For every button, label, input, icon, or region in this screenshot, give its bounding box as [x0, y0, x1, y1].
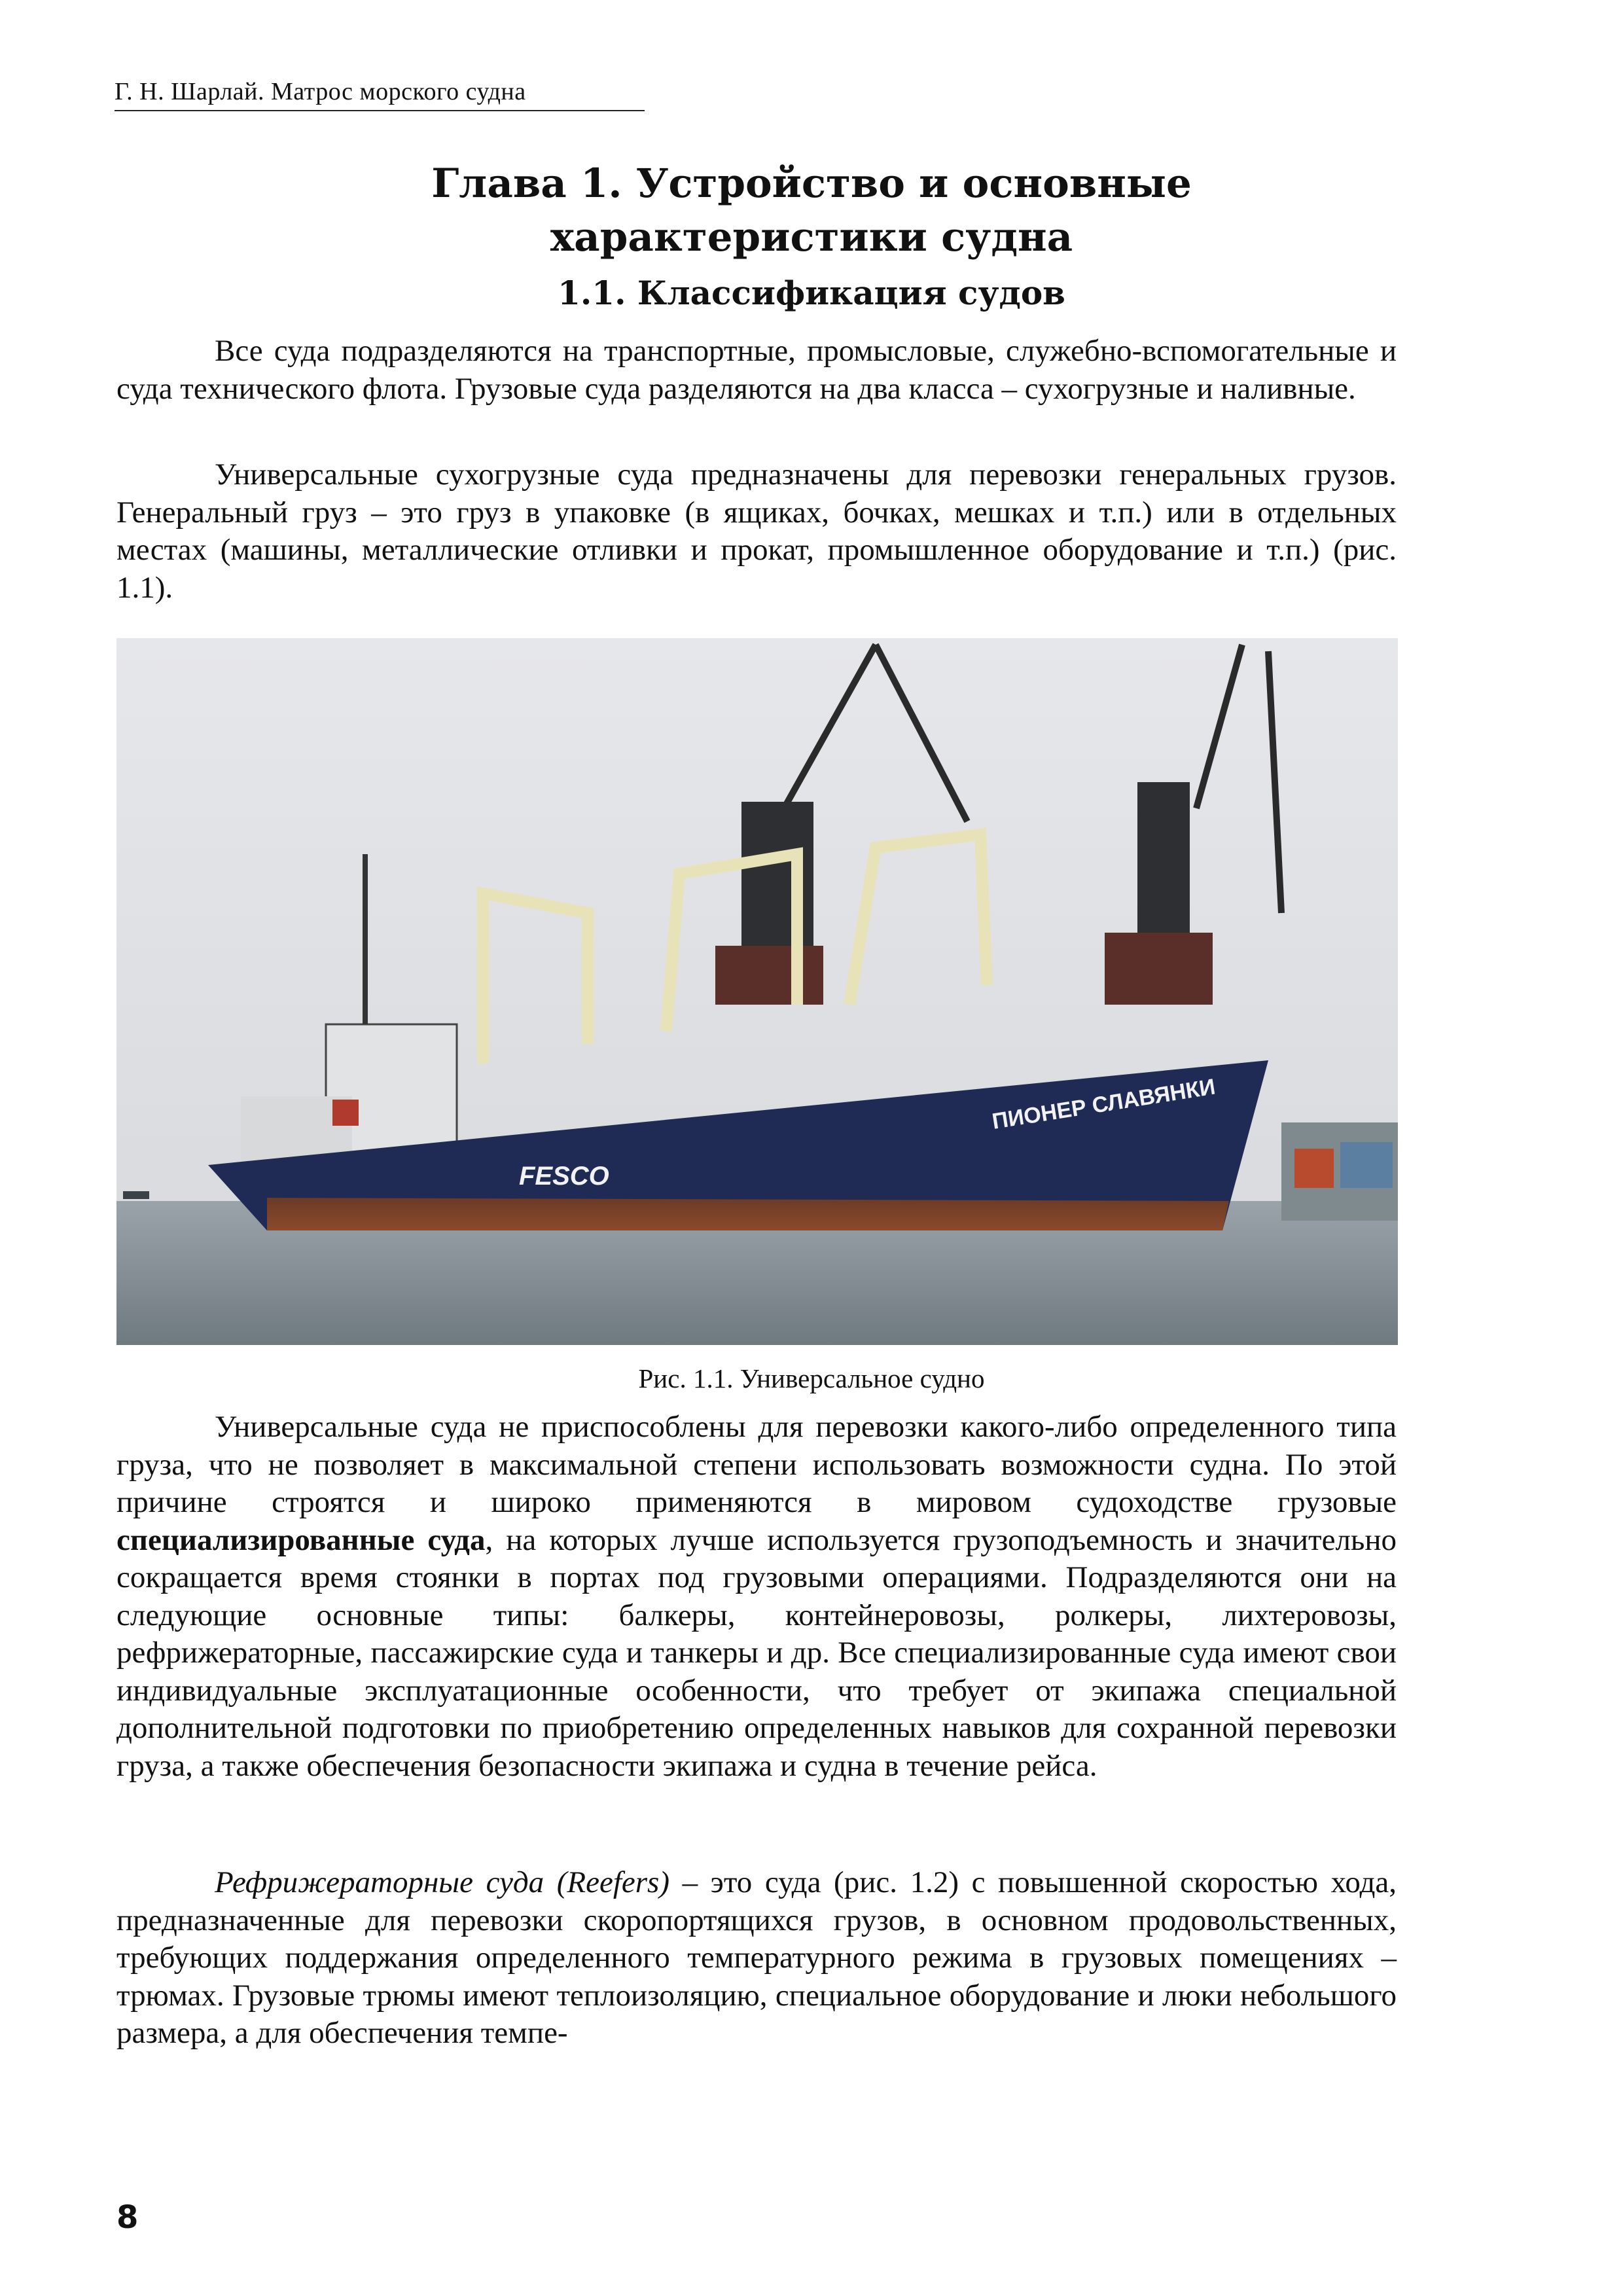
header-rule	[115, 110, 645, 111]
ship-name-label: ПИОНЕР СЛАВЯНКИ	[990, 1074, 1217, 1134]
page-number: 8	[116, 2199, 139, 2236]
figure-caption: Рис. 1.1. Универсальное судно	[638, 1363, 985, 1393]
paragraph-4	[116, 1864, 1397, 2053]
hull-logo: FESCO	[519, 1162, 609, 1191]
paragraph-4-text: – это суда (рис. 1.2) с повышенной скоростью хода, предназначенные для перевозки скоропортящихся грузов, в основном продовольственных, требующих поддержания определенного температурного режима в грузовых помещениях – трюмах. Грузовые трюмы имеют теплоизоляцию, специальное оборудование и люки небольшого размера, а для обеспечения темпе-	[116, 1865, 1397, 2050]
running-title: Г. Н. Шарлай. Матрос морского судна	[115, 78, 526, 105]
paragraph-3	[116, 1408, 1397, 1785]
chapter-title-line1: Глава 1. Устройство и основные	[431, 160, 1192, 207]
paragraph-3-text-a: Универсальные суда не приспособлены для перевозки какого-либо определенного типа груза, что не позволяет в максимальной степени использовать возможности судна. По этой причине строятся и широко применяются в мировом судоходстве грузовые	[116, 1410, 1397, 1519]
paragraph-2: Универсальные сухогрузные суда предназначены для перевозки генеральных грузов. Генеральный груз – это груз в упаковке (в ящиках, бочках, мешках и т.п.) или в отдельных местах (машины, металлические отливки и прокат, промышленное оборудование и т.п.) (рис. 1.1).	[116, 457, 1397, 605]
figure-ship-photo	[116, 638, 1398, 1345]
paragraph-1: Все суда подразделяются на транспортные, промысловые, служебно-вспомогательные и суда технического флота. Грузовые суда разделяются на два класса – сухогрузные и наливные.	[116, 334, 1397, 406]
section-title: 1.1. Классификация судов	[558, 274, 1065, 312]
chapter-title	[0, 157, 1623, 264]
reefers-term: Рефрижераторные суда (Reefers)	[215, 1865, 669, 1899]
paragraph-3-text-b: , на которых лучше используется грузоподъемность и значительно сокращается время стоянки в портах под грузовыми операциями. Подразделяются они на следующие основные типы: балкеры, контейнеровозы, ролкеры, лихтеровозы, рефрижераторные, пассажирские суда и танкеры и др. Все специализированные суда имеют свои индивидуальные эксплуатационные особенности, что требует от экипажа специальной дополнительной подготовки по приобретению определенных навыков для сохранной перевозки груза, а также обеспечения безопасности экипажа и судна в течение рейса.	[116, 1522, 1397, 1783]
chapter-title-line2: характеристики судна	[550, 214, 1073, 260]
ship-illustration	[116, 638, 1398, 1345]
specialized-ships-term: специализированные суда	[116, 1522, 486, 1557]
